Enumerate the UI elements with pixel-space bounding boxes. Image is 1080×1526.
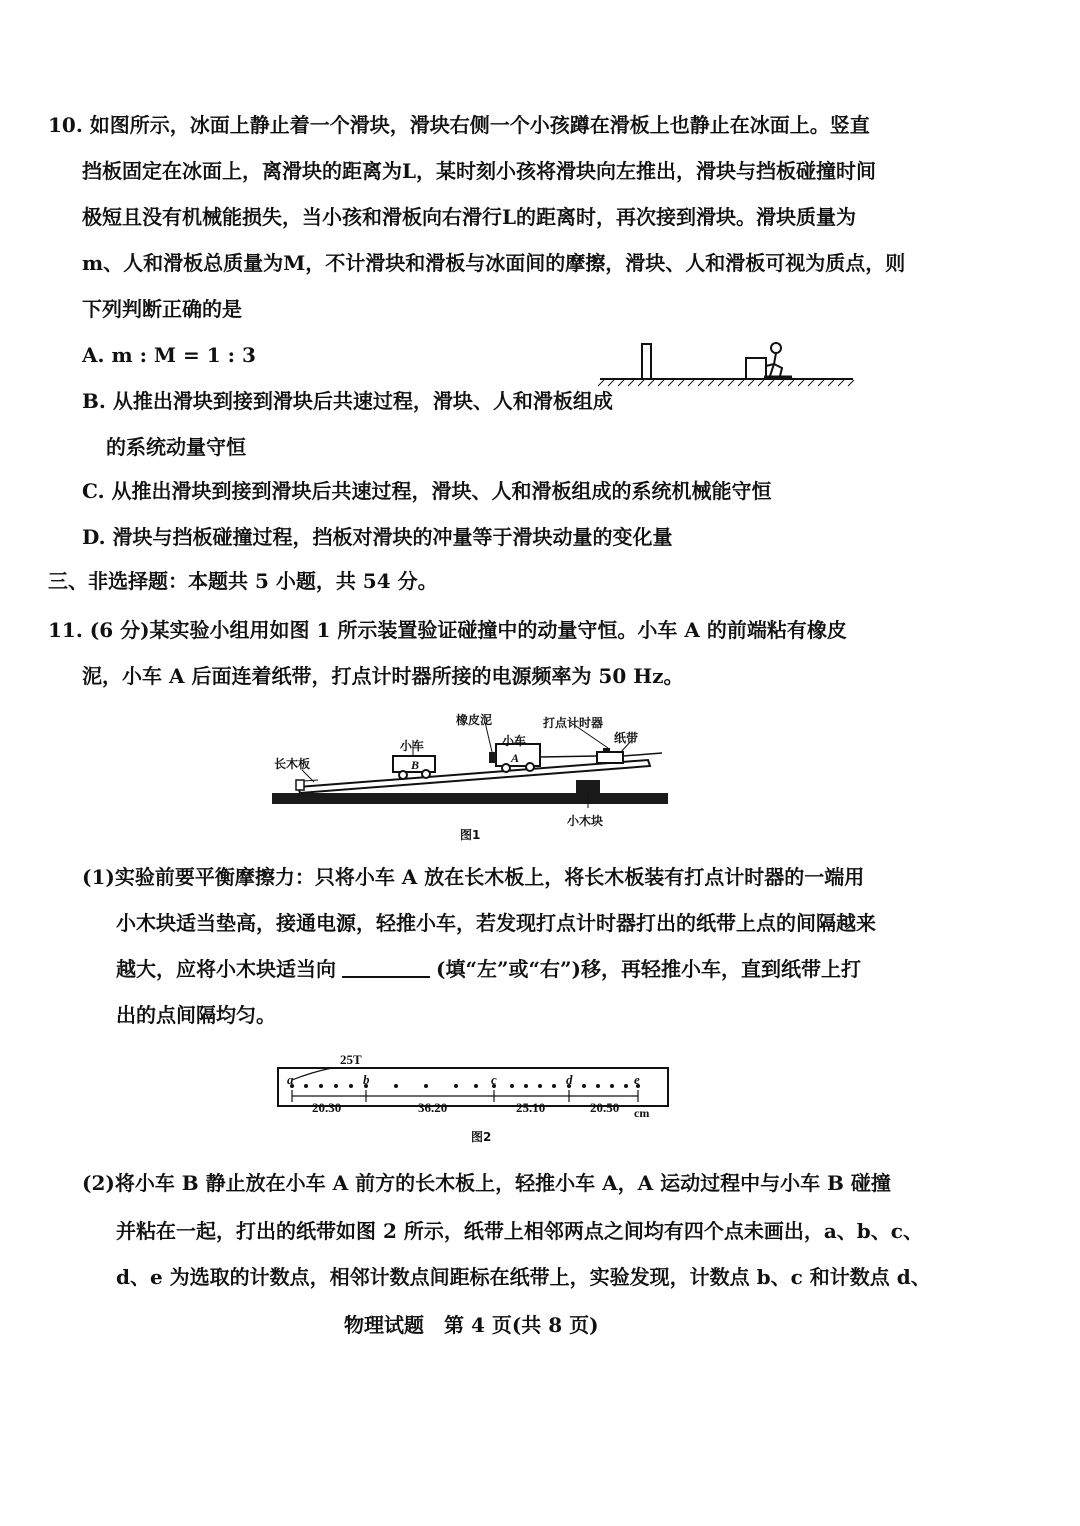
q11-part1-line-3 [116, 956, 861, 982]
fig1-caption: 图1 [460, 828, 481, 842]
tape-distance-cd: 25.10 [516, 1100, 546, 1115]
fig1-label-block: 小木块 [567, 814, 604, 828]
tape-point-d: d [566, 1072, 573, 1087]
q11-part2-line-3: d、e 为选取的计数点，相邻计数点间距标在纸带上，实验发现，计数点 b、c 和计数点 d、 [116, 1265, 931, 1289]
tape-distance-bc: 36.20 [418, 1100, 448, 1115]
fig1-label-cart-b: 小车 [400, 739, 425, 753]
tape-period: 25T [340, 1052, 362, 1067]
q10-line-2: 挡板固定在冰面上，离滑块的距离为L，某时刻小孩将滑块向左推出，滑块与挡板碰撞时间 [82, 159, 877, 183]
tape-distance-de: 20.50 [590, 1100, 620, 1115]
fig1-label-board: 长木板 [274, 757, 311, 771]
section-3-heading: 三、非选择题：本题共 5 小题，共 54 分。 [48, 569, 438, 593]
q10-line-4: m、人和滑板总质量为M，不计滑块和滑板与冰面间的摩擦，滑块、人和滑板可视为质点，则 [82, 251, 906, 275]
page-footer: 物理试题 第 4 页(共 8 页) [344, 1313, 599, 1337]
wall [642, 344, 651, 379]
timer [597, 748, 623, 763]
q10-option-a: A. m : M = 1 : 3 [82, 343, 256, 367]
tape-distance-ab: 20.30 [312, 1100, 342, 1115]
fig1-label-putty: 橡皮泥 [456, 713, 493, 727]
tape-point-e: e [634, 1072, 640, 1087]
q10-option-d: D. 滑块与挡板碰撞过程，挡板对滑块的冲量等于滑块动量的变化量 [82, 525, 673, 549]
tape-unit: cm [634, 1106, 650, 1120]
q10-line-1: 10. 如图所示，冰面上静止着一个滑块，滑块右侧一个小孩蹲在滑板上也静止在冰面上。竖直 [48, 113, 870, 137]
q10-figure [598, 336, 858, 386]
q10-line-3: 极短且没有机械能损失，当小孩和滑板向右滑行L的距离时，再次接到滑块。滑块质量为 [82, 205, 857, 229]
q11-part1-line-1: (1)实验前要平衡摩擦力：只将小车 A 放在长木板上，将长木板装有打点计时器的一端用 [82, 865, 865, 889]
child-on-skateboard [764, 343, 792, 377]
q11-part1-line-2: 小木块适当垫高，接通电源，轻推小车，若发现打点计时器打出的纸带上点的间隔越来 [116, 911, 876, 935]
q11-part1-line-3-start: 越大，应将小木块适当向 [116, 957, 336, 981]
answer-blank[interactable] [342, 958, 430, 978]
q11-part1-line-3-end: (填“左”或“右”)移，再轻推小车，直到纸带上打 [436, 957, 861, 981]
q11-part1-line-4: 出的点间隔均匀。 [116, 1003, 276, 1027]
fig1-cart-a-letter: A [511, 751, 520, 765]
fig1-label-timer: 打点计时器 [543, 716, 604, 730]
q10-option-b-line-1: B. 从推出滑块到接到滑块后共速过程，滑块、人和滑板组成 [82, 389, 613, 413]
q11-line-2: 泥，小车 A 后面连着纸带，打点计时器所接的电源频率为 50 Hz。 [82, 664, 684, 688]
tape-point-b: b [363, 1072, 370, 1087]
tape-point-a: a [287, 1072, 294, 1087]
q10-option-b-line-2: 的系统动量守恒 [106, 435, 246, 459]
q10-option-c: C. 从推出滑块到接到滑块后共速过程，滑块、人和滑板组成的系统机械能守恒 [82, 479, 772, 503]
tape-point-c: c [491, 1072, 497, 1087]
q11-line-1: 11. (6 分)某实验小组用如图 1 所示装置验证碰撞中的动量守恒。小车 A 的前端粘有橡皮 [48, 618, 847, 642]
fig1-cart-b-letter: B [411, 758, 420, 772]
fig1-label-cart-a: 小车 [502, 734, 527, 748]
q11-part2-line-2: 并粘在一起，打出的纸带如图 2 所示，纸带上相邻两点之间均有四个点未画出，a、b、c、 [116, 1219, 923, 1243]
fig1-label-tape: 纸带 [614, 731, 639, 745]
q11-part2-line-1: (2)将小车 B 静止放在小车 A 前方的长木板上，轻推小车 A，A 运动过程中与小车 B 碰撞 [82, 1171, 891, 1195]
fig2-caption: 图2 [471, 1130, 492, 1144]
slider-block [746, 358, 766, 379]
q10-line-5: 下列判断正确的是 [82, 297, 242, 321]
